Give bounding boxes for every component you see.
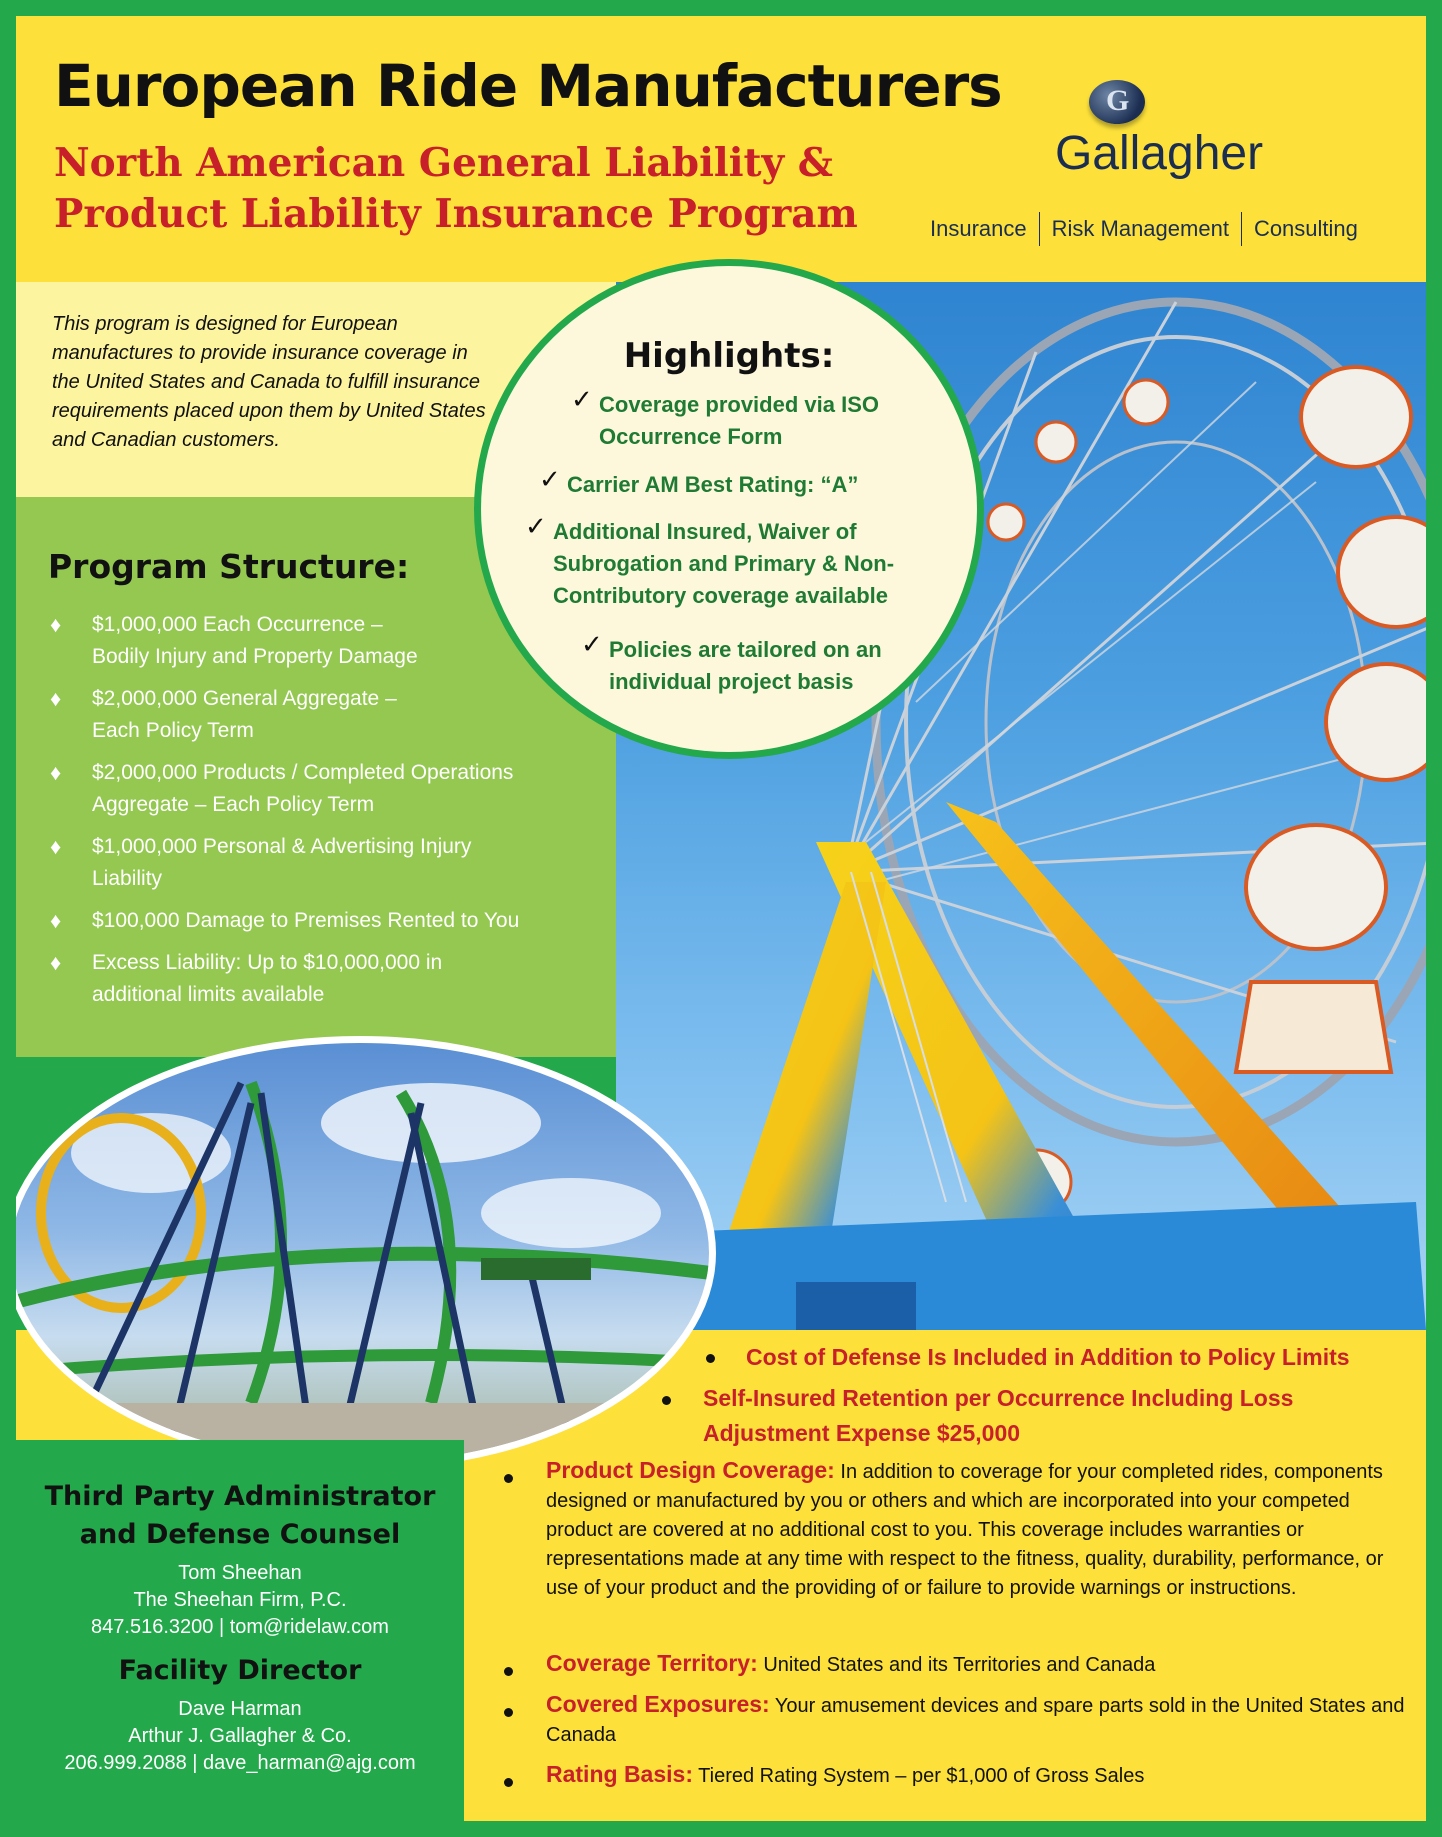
tpa-company: The Sheehan Firm, P.C. bbox=[133, 1589, 347, 1611]
roller-coaster-photo bbox=[16, 1036, 716, 1470]
logo-wordmark: Gallagher bbox=[1054, 127, 1264, 180]
bullet-icon bbox=[504, 1474, 513, 1483]
tagline-insurance: Insurance bbox=[930, 216, 1027, 241]
fd-company: Arthur J. Gallagher & Co. bbox=[128, 1725, 352, 1747]
tpa-name: Tom Sheehan bbox=[178, 1562, 302, 1584]
diamond-bullet-icon: ♦ bbox=[50, 612, 62, 637]
diamond-bullet-icon: ♦ bbox=[50, 760, 62, 785]
bullet-icon bbox=[706, 1354, 715, 1363]
roller-coaster-image bbox=[16, 1043, 711, 1463]
page-title: European Ride Manufacturers bbox=[54, 52, 1002, 120]
program-structure-title: Program Structure: bbox=[48, 547, 410, 586]
coverage-territory-item: Coverage Territory: United States and its Territories and Canada bbox=[546, 1650, 1156, 1676]
tagline-risk-management: Risk Management bbox=[1039, 212, 1241, 246]
bullet-icon bbox=[504, 1778, 513, 1787]
fd-name: Dave Harman bbox=[178, 1698, 302, 1720]
contacts-panel bbox=[16, 1440, 464, 1821]
globe-icon: G bbox=[1089, 80, 1145, 124]
subtitle-line-1: North American General Liability & bbox=[54, 140, 833, 186]
list-item: ♦ $1,000,000 Each Occurrence – Bodily Injury and Property Damage bbox=[48, 609, 608, 673]
sir-text: Self-Insured Retention per Occurrence Including Loss Adjustment Expense $25,000 bbox=[703, 1385, 1294, 1446]
intro-text: This program is designed for European manufactures to provide insurance coverage in the United States and Canada to fulfill insurance requirements placed upon them by United States and Canadian customers. bbox=[52, 313, 486, 451]
page-subtitle bbox=[54, 138, 914, 240]
gallagher-logo bbox=[916, 60, 1416, 260]
checkmark-icon: ✓ bbox=[581, 630, 603, 660]
list-item: ♦ $1,000,000 Personal & Advertising Injury Liability bbox=[48, 831, 608, 895]
diamond-bullet-icon: ♦ bbox=[50, 686, 62, 711]
rating-basis-item: Rating Basis: Tiered Rating System – per $1,000 of Gross Sales bbox=[546, 1761, 1145, 1787]
header bbox=[16, 16, 1426, 282]
tagline-consulting: Consulting bbox=[1241, 212, 1370, 246]
highlight-item: ✓ Additional Insured, Waiver of Subrogation and Primary & Non- Contributory coverage available bbox=[525, 512, 895, 608]
fd-contact: 206.999.2088 | dave_harman@ajg.com bbox=[64, 1752, 416, 1774]
bullet-icon bbox=[504, 1708, 513, 1717]
highlights-title: Highlights: bbox=[623, 336, 835, 376]
tpa-contact: 847.516.3200 | tom@ridelaw.com bbox=[91, 1616, 389, 1638]
program-structure-list bbox=[48, 609, 608, 1021]
diamond-bullet-icon: ♦ bbox=[50, 908, 62, 933]
list-item: ♦ Excess Liability: Up to $10,000,000 in additional limits available bbox=[48, 947, 608, 1011]
bullet-icon bbox=[662, 1396, 671, 1405]
covered-exposures-item: Covered Exposures: Your amusement devices and spare parts sold in the United States and Canada bbox=[546, 1691, 1405, 1746]
facility-director-title: Facility Director bbox=[118, 1655, 362, 1686]
highlight-item: ✓ Carrier AM Best Rating: “A” bbox=[539, 465, 859, 497]
subtitle-line-2: Product Liability Insurance Program bbox=[54, 191, 858, 237]
highlight-item: ✓ Policies are tailored on an individual project basis bbox=[581, 630, 882, 694]
list-item: ♦ $100,000 Damage to Premises Rented to You bbox=[48, 905, 608, 937]
highlights-circle bbox=[474, 259, 984, 759]
diamond-bullet-icon: ♦ bbox=[50, 834, 62, 859]
list-item: ♦ $2,000,000 Products / Completed Operations Aggregate – Each Policy Term bbox=[48, 757, 608, 821]
checkmark-icon: ✓ bbox=[571, 385, 593, 415]
checkmark-icon: ✓ bbox=[539, 465, 561, 495]
flyer bbox=[16, 16, 1426, 1821]
logo-tagline bbox=[930, 212, 1370, 246]
defense-cost-text: Cost of Defense Is Included in Addition to Policy Limits bbox=[746, 1344, 1350, 1370]
diamond-bullet-icon: ♦ bbox=[50, 950, 62, 975]
tpa-title: Third Party Administrator and Defense Counsel bbox=[44, 1481, 436, 1550]
checkmark-icon: ✓ bbox=[525, 512, 547, 542]
list-item: ♦ $2,000,000 General Aggregate – Each Policy Term bbox=[48, 683, 608, 747]
product-design-item: Product Design Coverage: In addition to coverage for your completed rides, components designed or manufactured by you or others and which are incorporated into your competed product are covered at no additional cost to you. This coverage includes warranties or representations made at any time with respect to the fitness, quality, durability, performance, or use of your product and the providing of or failure to provide warnings or instructions. bbox=[546, 1457, 1384, 1599]
highlight-item: ✓ Coverage provided via ISO Occurrence Form bbox=[571, 385, 879, 449]
bullet-icon bbox=[504, 1667, 513, 1676]
